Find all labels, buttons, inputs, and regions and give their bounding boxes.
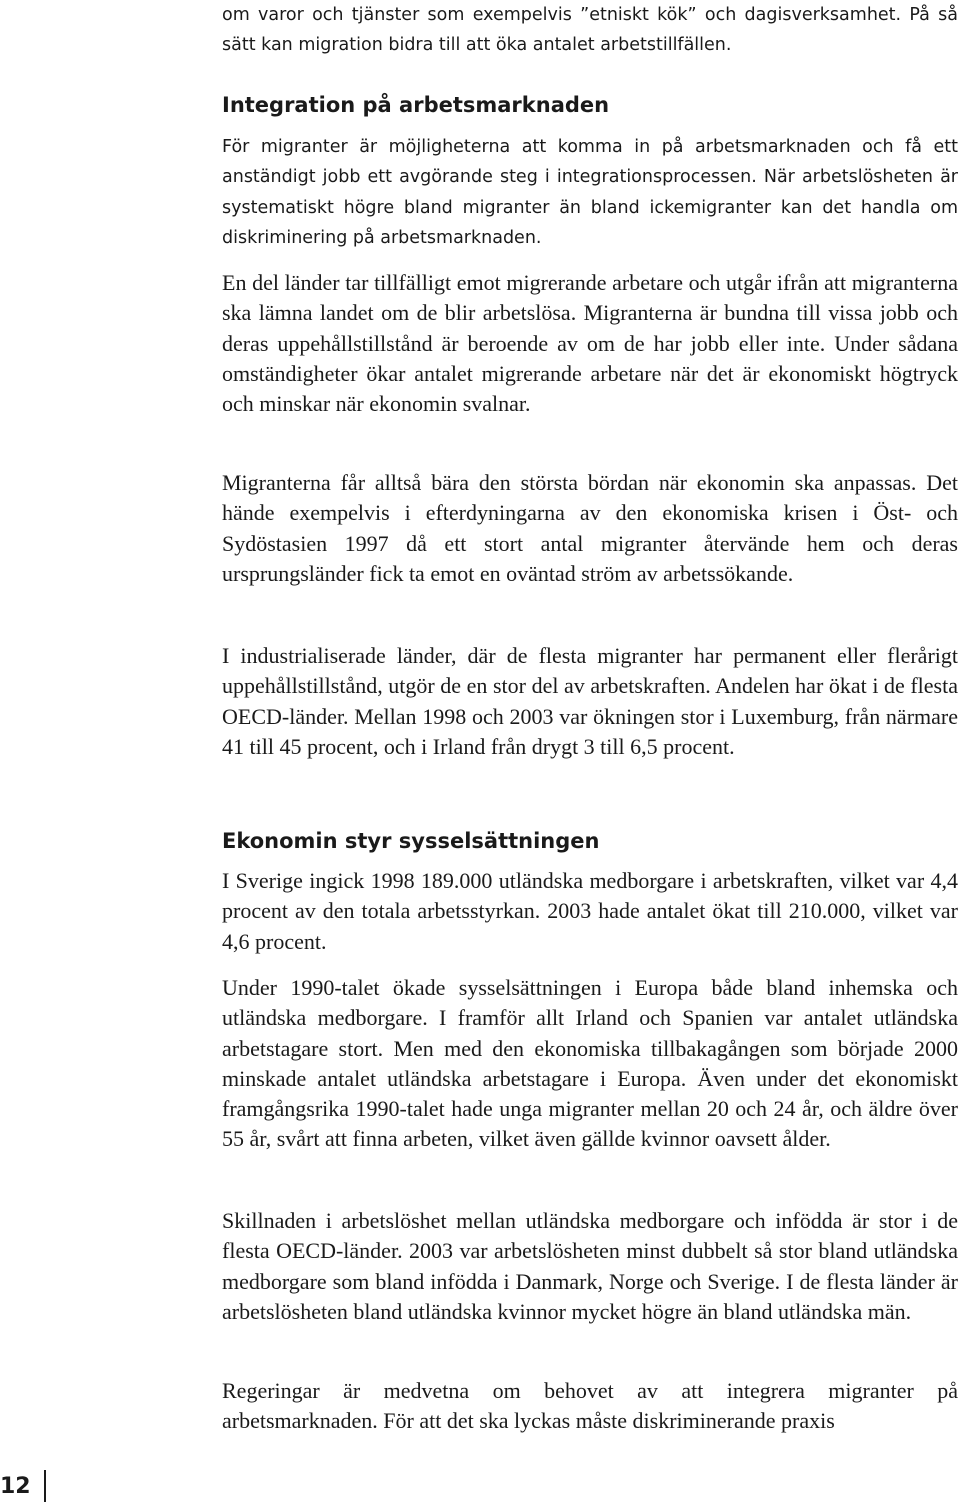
paragraph-2: En del länder tar tillfälligt emot migrerande arbetare och utgår ifrån att migranterna ska lämna landet om de blir arbetslösa. Migranterna är bundna till vissa jobb och deras uppehållstillstånd är beroende av om de har jobb eller inte. Under sådana omständigheter ökar antalet migrerande arbetare när det är ekonomiskt högtryck och minskar när ekonomin svalnar.: [222, 270, 958, 417]
heading-ekonomin: Ekonomin styr sysselsättningen: [222, 829, 600, 853]
paragraph-4: I industrialiserade länder, där de flesta migranter har permanent eller flerårigt uppehållstillstånd, utgör de en stor del av arbetskraften. Andelen har ökat i de flesta OECD-länder. Mellan 1998 och 2003 var ökningen stor i Luxemburg, från närmare 41 till 45 procent, och i Irland från drygt 3 till 6,5 procent.: [222, 643, 958, 759]
heading-integration: Integration på arbetsmarknaden: [222, 93, 610, 117]
paragraph-8: Regeringar är medvetna om behovet av att integrera migranter på arbetsmarknaden. För att det ska lyckas måste diskriminerande praxis: [222, 1378, 958, 1434]
paragraph-1: För migranter är möjligheterna att komma in på arbetsmarknaden och få ett anständigt jobb ett avgörande steg i integrationsprocessen. När arbetslösheten är systematiskt högre bland migranter än bland ickemigranter kan det handla om diskriminering på arbetsmarknaden.: [222, 137, 958, 248]
page-number: 12: [0, 1474, 31, 1499]
paragraph-7: Skillnaden i arbetslöshet mellan utländska medborgare och infödda är stor i de flesta OECD-länder. 2003 var arbetslösheten minst dubbelt så stor bland utländska medborgare som bland infödda i Danmark, Norge och Sverige. I de flesta länder är arbetslösheten bland utländska kvinnor mycket högre än bland utländska män.: [222, 1208, 958, 1324]
paragraph-5: I Sverige ingick 1998 189.000 utländska medborgare i arbetskraften, vilket var 4,4 procent av den totala arbetsstyrkan. 2003 hade antalet ökat till 210.000, vilket var 4,6 procent.: [222, 868, 958, 954]
paragraph-6: Under 1990-talet ökade sysselsättningen i Europa både bland inhemska och utländska medborgare. I framför allt Irland och Spanien var antalet utländska arbetstagare stort. Men med den ekonomiska tillbakagången som började 2000 minskade antalet utländska arbetstagare i Europa. Även under det ekonomiskt framgångsrika 1990-talet hade unga migranter mellan 20 och 24 år, och äldre över 55 år, svårt att finna arbeten, vilket även gällde kvinnor oavsett ålder.: [222, 975, 958, 1152]
page-number-divider: [44, 1470, 46, 1502]
paragraph-3: Migranterna får alltså bära den största bördan när ekonomin ska anpassas. Det hände exempelvis i efterdyningarna av den ekonomiska krisen i Öst- och Sydöstasien 1997 då ett stort antal migranter återvände hem och deras ursprungsländer fick ta emot en oväntad ström av arbetssökande.: [222, 470, 958, 586]
paragraph-intro: om varor och tjänster som exempelvis ”etniskt kök” och dagisverksamhet. På så sätt kan migration bidra till att öka antalet arbetstillfällen.: [222, 5, 958, 56]
